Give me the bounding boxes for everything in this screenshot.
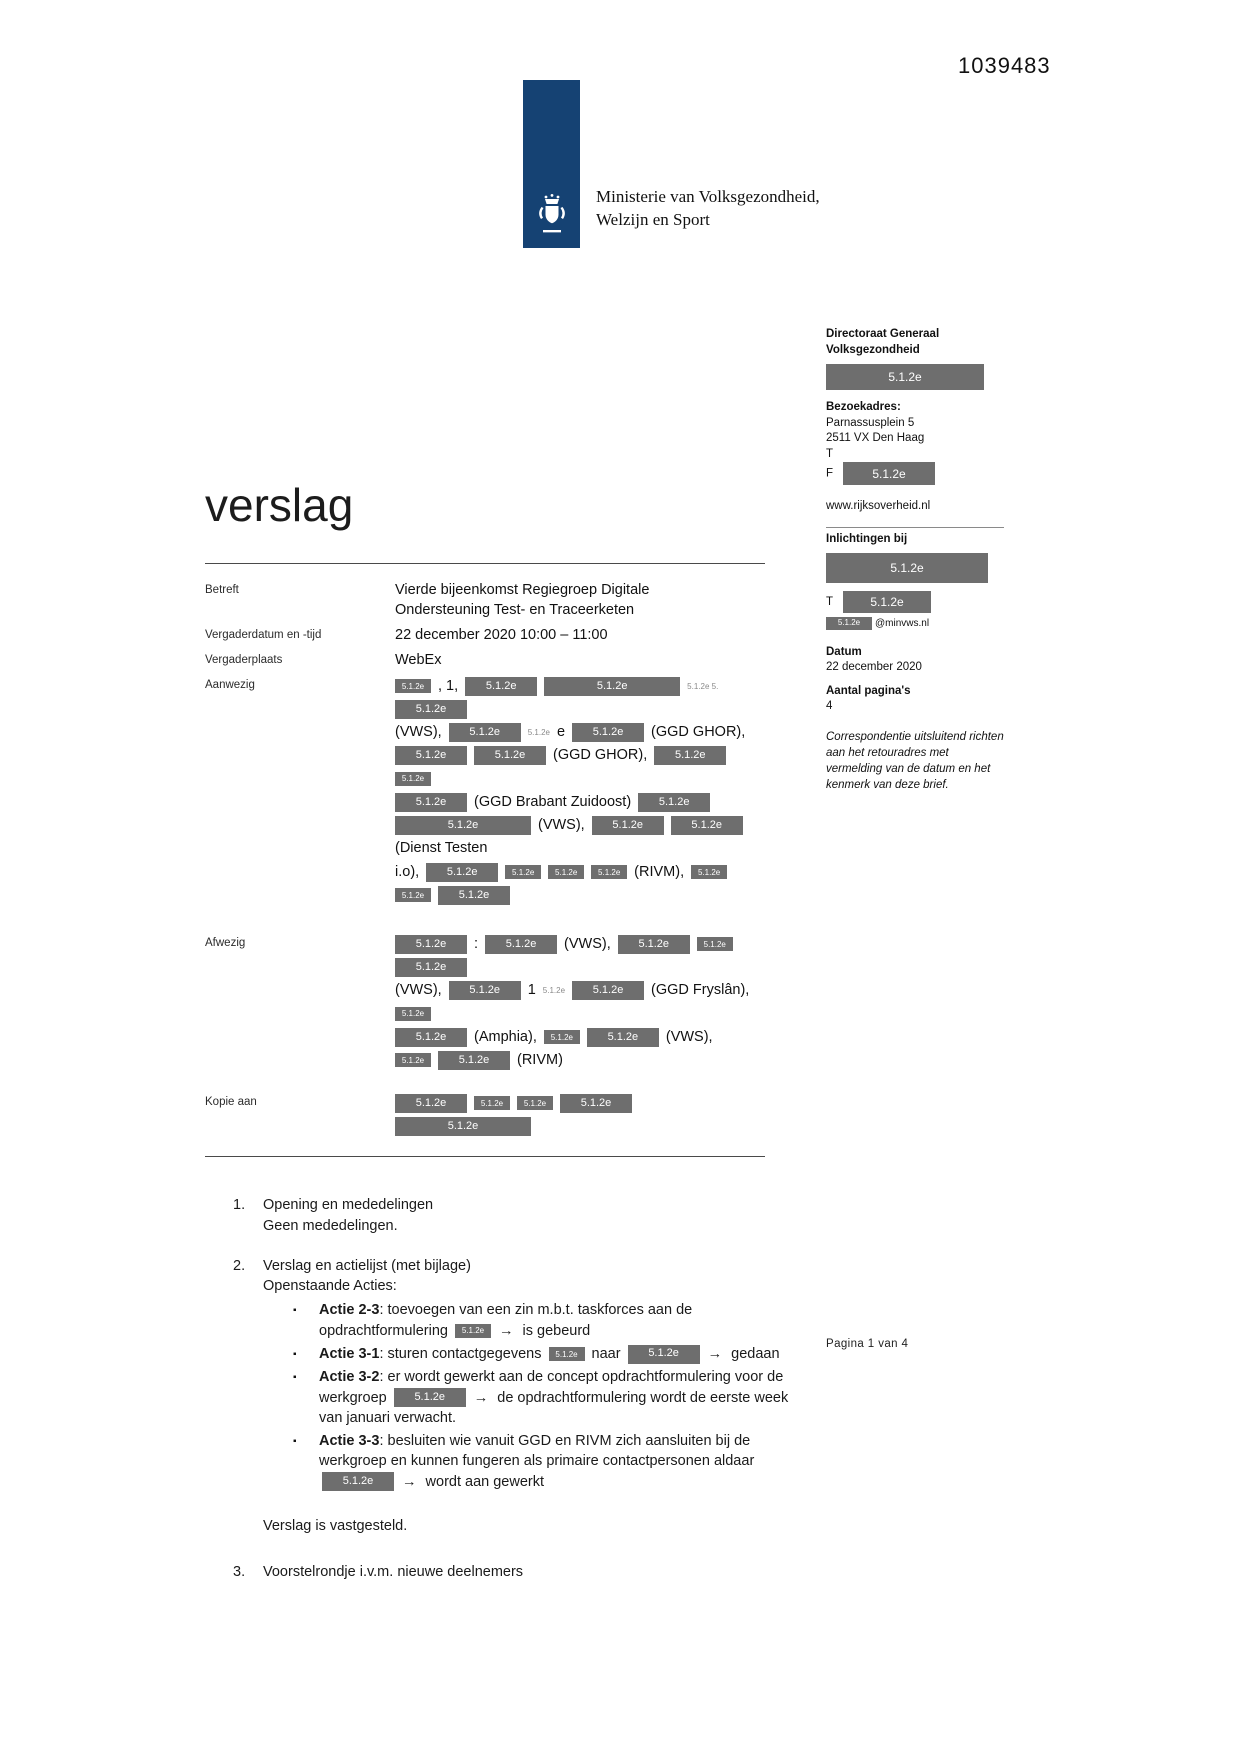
address-line2: 2511 VX Den Haag [826, 432, 925, 445]
text-token: (VWS), [665, 1028, 713, 1045]
action-label: Actie 3-2 [319, 1369, 380, 1386]
email-suffix: @minvws.nl [875, 618, 930, 630]
redaction-remnant: 5.1.2e 5. [687, 681, 719, 691]
arrow-icon: → [402, 1473, 417, 1490]
attendee-line [395, 1049, 765, 1072]
redaction-box: 5.1.2e [638, 793, 710, 812]
agenda-item-1 [233, 1195, 803, 1236]
copy-label: Kopie aan [205, 1096, 257, 1109]
agenda-item-body [263, 1195, 803, 1236]
text-token: , 1, [438, 677, 459, 694]
action-item [293, 1367, 803, 1428]
redaction-box: 5.1.2e [591, 865, 627, 879]
divider-top [205, 563, 765, 564]
text-token: : sturen contactgegevens [379, 1345, 546, 1362]
agenda-item-closing: Verslag is vastgesteld. [263, 1518, 408, 1535]
attendee-line [395, 861, 765, 907]
redaction-box: 5.1.2e [592, 816, 664, 835]
text-token: (Amphia), [474, 1028, 537, 1045]
action-item [293, 1344, 803, 1364]
pages-value: 4 [826, 700, 833, 713]
redaction-box: 5.1.2e [455, 1324, 491, 1338]
attendee-line [395, 979, 765, 1025]
redaction-box: 5.1.2e [438, 1051, 510, 1070]
attendee-line [395, 721, 765, 744]
phone-label: T [826, 596, 834, 609]
arrow-icon: → [473, 1389, 489, 1406]
text-token: is gebeurd [518, 1322, 591, 1339]
agenda-item-3 [233, 1562, 803, 1582]
text-token: (GGD Fryslân), [651, 982, 750, 999]
redaction-box: 5.1.2e [395, 935, 467, 954]
rijksoverheid-logo-bar [523, 80, 580, 248]
redaction-box: 5.1.2e [826, 617, 872, 630]
attendee-line [395, 675, 765, 721]
redaction-box: 5.1.2e [395, 816, 531, 835]
text-token: wordt aan gewerkt [421, 1473, 545, 1490]
action-text [319, 1431, 803, 1492]
redaction-box: 5.1.2e [395, 772, 431, 786]
agenda-item-2 [233, 1256, 803, 1537]
attendee-line [395, 1026, 765, 1049]
text-token: 1 [527, 982, 536, 999]
bullet-icon: ▪ [293, 1372, 297, 1384]
pages-label: Aantal pagina's [826, 684, 911, 697]
arrow-icon: → [707, 1345, 723, 1362]
bullet-icon: ▪ [293, 1348, 297, 1360]
text-token: : er wordt gewerkt aan de concept opdrachtformulering voor de werkgroep [319, 1369, 784, 1406]
meta-row-copy [205, 1092, 805, 1138]
text-token: (GGD GHOR), [553, 747, 648, 764]
redaction-box: 5.1.2e [395, 1007, 431, 1021]
redaction-box: 5.1.2e [426, 863, 498, 882]
redaction-box: 5.1.2e [572, 981, 644, 1000]
redaction-box: 5.1.2e [587, 1028, 659, 1047]
redaction-box: 5.1.2e [826, 553, 988, 583]
text-token: (GGD GHOR), [651, 723, 746, 740]
text-token: gedaan [727, 1345, 780, 1362]
redaction-remnant: 5.1.2e [527, 727, 550, 737]
copy-value [395, 1092, 765, 1138]
action-text [319, 1367, 803, 1428]
coat-of-arms-icon [533, 192, 571, 236]
text-token: de opdrachtformulering wordt de eerste week van januari verwacht. [319, 1389, 789, 1426]
text-token: (VWS), [564, 935, 611, 952]
redaction-box: 5.1.2e [394, 1388, 466, 1407]
redaction-box: 5.1.2e [449, 723, 521, 742]
action-label: Actie 2-3 [319, 1302, 380, 1319]
redaction-box: 5.1.2e [560, 1094, 632, 1113]
inquiries-phone-line [826, 591, 1004, 613]
redaction-box: 5.1.2e [691, 865, 727, 879]
meta-row-absent [205, 933, 805, 1072]
redaction-box: 5.1.2e [549, 1347, 585, 1361]
page-title: verslag [205, 479, 354, 531]
redaction-box: 5.1.2e [654, 746, 726, 765]
redaction-box: 5.1.2e [438, 886, 510, 905]
ministry-line2: Welzijn en Sport [596, 209, 710, 229]
agenda-item-title: Voorstelrondje i.v.m. nieuwe deelnemers [263, 1564, 524, 1581]
betreft-label: Betreft [205, 583, 239, 596]
arrow-icon: → [499, 1322, 514, 1339]
phone-label: T [826, 447, 834, 460]
agenda-item-number: 2. [233, 1257, 246, 1274]
present-label: Aanwezig [205, 678, 255, 691]
redaction-box: 5.1.2e [544, 677, 680, 696]
action-label: Actie 3-1 [319, 1345, 380, 1362]
document-number: 1039483 [958, 53, 1051, 78]
inquiries-email-line [826, 617, 1004, 631]
datetime-value: 22 december 2020 10:00 – 11:00 [395, 626, 608, 643]
meta-row-datetime [205, 625, 805, 645]
redaction-box: 5.1.2e [395, 1094, 467, 1113]
redaction-box: 5.1.2e [544, 1030, 580, 1044]
agenda-item-title: Opening en mededelingen [263, 1197, 434, 1214]
agenda-item-body [263, 1256, 803, 1537]
redaction-box: 5.1.2e [395, 888, 431, 902]
datetime-label: Vergaderdatum en -tijd [205, 628, 322, 641]
agenda-item-number: 3. [233, 1564, 246, 1581]
redaction-box: 5.1.2e [826, 364, 984, 390]
bullet-icon: ▪ [293, 1436, 297, 1448]
page-indicator: Pagina 1 van 4 [826, 1338, 909, 1350]
meta-row-betreft [205, 580, 805, 620]
bullet-icon: ▪ [293, 1305, 297, 1317]
redaction-box: 5.1.2e [843, 591, 931, 613]
redaction-box: 5.1.2e [395, 746, 467, 765]
letterhead-sidebar [826, 327, 1004, 793]
agenda-item-number: 1. [233, 1197, 246, 1214]
attendee-line [395, 791, 765, 814]
redaction-box: 5.1.2e [322, 1472, 394, 1491]
redaction-remnant: 5.1.2e [542, 986, 566, 996]
redaction-box: 5.1.2e [505, 865, 541, 879]
place-value: WebEx [395, 651, 442, 668]
text-token: e [556, 723, 566, 740]
attendee-line [395, 744, 765, 790]
action-list [293, 1300, 803, 1492]
attendee-line [395, 933, 765, 979]
betreft-line1: Vierde bijeenkomst Regiegroep Digitale [395, 581, 650, 598]
meta-row-place [205, 650, 805, 670]
absent-label: Afwezig [205, 936, 246, 949]
text-token: : [474, 935, 479, 952]
redaction-box: 5.1.2e [517, 1096, 553, 1110]
text-token: (RIVM) [517, 1051, 563, 1068]
action-item [293, 1300, 803, 1341]
text-token: : besluiten wie vanuit GGD en RIVM zich aansluiten bij de werkgroep en kunnen fungeren als primaire contactpersonen aldaar [319, 1433, 755, 1470]
redaction-box: 5.1.2e [395, 679, 431, 693]
redaction-box: 5.1.2e [395, 1053, 431, 1067]
redaction-box: 5.1.2e [572, 723, 644, 742]
text-token: (VWS), [395, 723, 442, 740]
redaction-box: 5.1.2e [618, 935, 690, 954]
redaction-box: 5.1.2e [697, 937, 733, 951]
text-token: (GGD Brabant Zuidoost) [474, 793, 632, 810]
agenda-item-title: Verslag en actielijst (met bijlage) [263, 1257, 471, 1274]
correspondence-note: Correspondentie uitsluitend richten aan het retouradres met vermelding van de datum en het kenmerk van deze brief. [826, 730, 1004, 791]
present-value [395, 675, 765, 907]
text-token: (Dienst Testen [395, 840, 488, 857]
address-line1: Parnassusplein 5 [826, 416, 915, 429]
redaction-box: 5.1.2e [548, 865, 584, 879]
redaction-box: 5.1.2e [671, 816, 743, 835]
action-text [319, 1344, 803, 1364]
agenda-item-body [263, 1562, 803, 1582]
inquiries-label: Inlichtingen bij [826, 527, 1004, 548]
fax-label: F [826, 467, 834, 480]
absent-value [395, 933, 765, 1072]
redaction-box: 5.1.2e [843, 462, 935, 485]
attendee-line [395, 1092, 765, 1138]
main-content [205, 480, 805, 1603]
redaction-box: 5.1.2e [465, 677, 537, 696]
agenda-item-text: Geen mededelingen. [263, 1217, 398, 1234]
attendee-line [395, 814, 765, 861]
text-token: i.o), [395, 863, 420, 880]
divider-bottom [205, 1156, 765, 1157]
redaction-box: 5.1.2e [395, 793, 467, 812]
date-label: Datum [826, 645, 862, 658]
directorate-line2: Volksgezondheid [826, 343, 920, 356]
agenda-item-subtitle: Openstaande Acties: [263, 1278, 397, 1295]
visit-address-label: Bezoekadres: [826, 401, 901, 414]
place-label: Vergaderplaats [205, 653, 283, 666]
betreft-value [395, 580, 765, 620]
directorate-line1: Directoraat Generaal [826, 328, 940, 340]
redaction-box: 5.1.2e [395, 958, 467, 977]
text-token: naar [587, 1345, 625, 1362]
redaction-box: 5.1.2e [628, 1345, 700, 1364]
betreft-line2: Ondersteuning Test- en Traceerketen [395, 601, 635, 618]
action-text [319, 1300, 803, 1341]
text-token: (VWS), [395, 982, 442, 999]
redaction-box: 5.1.2e [395, 1117, 531, 1136]
text-token: (RIVM), [634, 863, 685, 880]
website-link: www.rijksoverheid.nl [826, 500, 931, 513]
redaction-box: 5.1.2e [395, 700, 467, 719]
redaction-box: 5.1.2e [449, 981, 521, 1000]
agenda-list [205, 1195, 803, 1582]
meta-row-present [205, 675, 805, 907]
date-value: 22 december 2020 [826, 661, 922, 674]
redaction-box: 5.1.2e [474, 1096, 510, 1110]
redaction-box: 5.1.2e [485, 935, 557, 954]
action-item [293, 1431, 803, 1492]
text-token: : toevoegen van een zin m.b.t. taskforces aan de opdrachtformulering [319, 1302, 693, 1339]
ministry-line1: Ministerie van Volksgezondheid, [596, 187, 820, 206]
ministry-name [596, 186, 820, 232]
text-token: (VWS), [538, 816, 585, 833]
redaction-box: 5.1.2e [395, 1028, 467, 1047]
action-label: Actie 3-3 [319, 1433, 380, 1450]
fax-line [826, 462, 1004, 485]
redaction-box: 5.1.2e [474, 746, 546, 765]
